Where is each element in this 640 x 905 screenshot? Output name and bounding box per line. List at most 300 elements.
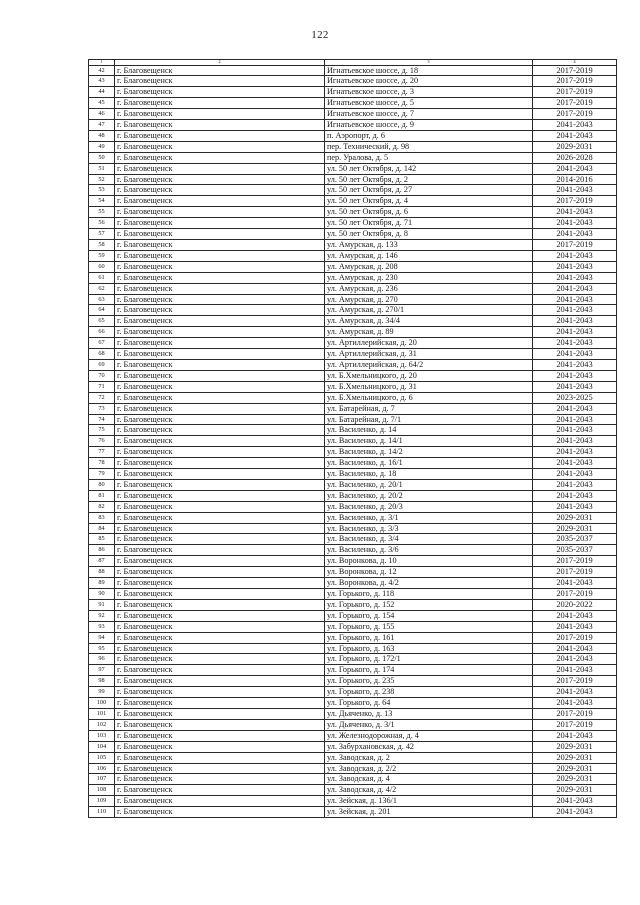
table-row	[89, 763, 617, 774]
row-number-cell: 76	[89, 436, 115, 447]
address-cell: ул. Василенко, д. 14/1	[325, 436, 533, 447]
locality-cell: г. Благовещенск	[115, 65, 325, 76]
address-cell: ул. Артиллерийская, д. 20	[325, 338, 533, 349]
row-number-cell: 55	[89, 207, 115, 218]
address-cell: Игнатьевское шоссе, д. 20	[325, 76, 533, 87]
locality-cell: г. Благовещенск	[115, 687, 325, 698]
table-row	[89, 316, 617, 327]
repair-period-cell: 2035-2037	[533, 534, 617, 545]
table-row	[89, 589, 617, 600]
row-number-cell: 62	[89, 283, 115, 294]
repair-period-cell: 2017-2019	[533, 87, 617, 98]
locality-cell: г. Благовещенск	[115, 272, 325, 283]
locality-cell: г. Благовещенск	[115, 130, 325, 141]
locality-cell: г. Благовещенск	[115, 436, 325, 447]
locality-cell: г. Благовещенск	[115, 807, 325, 818]
table-row	[89, 807, 617, 818]
address-cell: Игнатьевское шоссе, д. 9	[325, 120, 533, 131]
row-number-cell: 44	[89, 87, 115, 98]
row-number-cell: 63	[89, 294, 115, 305]
table-row	[89, 120, 617, 131]
row-number-cell: 89	[89, 578, 115, 589]
address-cell: ул. Воронкова, д. 12	[325, 567, 533, 578]
table-row	[89, 294, 617, 305]
row-number-cell: 73	[89, 403, 115, 414]
row-number-cell: 93	[89, 621, 115, 632]
row-number-cell: 70	[89, 370, 115, 381]
repair-period-cell: 2029-2031	[533, 763, 617, 774]
repair-period-cell: 2017-2019	[533, 719, 617, 730]
row-number-cell: 87	[89, 556, 115, 567]
row-number-cell: 66	[89, 327, 115, 338]
repair-period-cell: 2041-2043	[533, 447, 617, 458]
table-row	[89, 338, 617, 349]
column-number-4: 4	[533, 60, 617, 66]
row-number-cell: 84	[89, 523, 115, 534]
address-cell: ул. Заводская, д. 2/2	[325, 763, 533, 774]
repair-period-cell: 2041-2043	[533, 501, 617, 512]
repair-period-cell: 2041-2043	[533, 229, 617, 240]
row-number-cell: 46	[89, 109, 115, 120]
row-number-cell: 65	[89, 316, 115, 327]
table-row	[89, 708, 617, 719]
row-number-cell: 79	[89, 469, 115, 480]
address-cell: ул. Горького, д. 161	[325, 632, 533, 643]
repair-period-cell: 2041-2043	[533, 687, 617, 698]
table-row	[89, 185, 617, 196]
table-row	[89, 109, 617, 120]
address-cell: ул. 50 лет Октября, д. 4	[325, 196, 533, 207]
table-row	[89, 359, 617, 370]
repair-period-cell: 2041-2043	[533, 185, 617, 196]
row-number-cell: 43	[89, 76, 115, 87]
address-cell: ул. Заводская, д. 4	[325, 774, 533, 785]
repair-period-cell: 2041-2043	[533, 327, 617, 338]
address-cell: ул. Артиллерийская, д. 64/2	[325, 359, 533, 370]
row-number-cell: 60	[89, 261, 115, 272]
table-row	[89, 752, 617, 763]
locality-cell: г. Благовещенск	[115, 763, 325, 774]
page-number: 122	[311, 29, 329, 41]
table-row	[89, 665, 617, 676]
repair-period-cell: 2041-2043	[533, 218, 617, 229]
row-number-cell: 54	[89, 196, 115, 207]
table-row	[89, 272, 617, 283]
repair-period-cell: 2041-2043	[533, 414, 617, 425]
address-cell: ул. Амурская, д. 34/4	[325, 316, 533, 327]
table-row	[89, 414, 617, 425]
row-number-cell: 82	[89, 501, 115, 512]
row-number-cell: 53	[89, 185, 115, 196]
locality-cell: г. Благовещенск	[115, 403, 325, 414]
locality-cell: г. Благовещенск	[115, 163, 325, 174]
table-row	[89, 392, 617, 403]
locality-cell: г. Благовещенск	[115, 774, 325, 785]
locality-cell: г. Благовещенск	[115, 512, 325, 523]
repair-period-cell: 2041-2043	[533, 316, 617, 327]
table-row	[89, 796, 617, 807]
locality-cell: г. Благовещенск	[115, 316, 325, 327]
locality-cell: г. Благовещенск	[115, 261, 325, 272]
locality-cell: г. Благовещенск	[115, 327, 325, 338]
locality-cell: г. Благовещенск	[115, 229, 325, 240]
address-cell: ул. Горького, д. 152	[325, 599, 533, 610]
table-row	[89, 163, 617, 174]
row-number-cell: 106	[89, 763, 115, 774]
locality-cell: г. Благовещенск	[115, 752, 325, 763]
locality-cell: г. Благовещенск	[115, 567, 325, 578]
row-number-cell: 100	[89, 698, 115, 709]
row-number-cell: 83	[89, 512, 115, 523]
repair-period-cell: 2041-2043	[533, 261, 617, 272]
row-number-cell: 86	[89, 545, 115, 556]
table-row	[89, 643, 617, 654]
locality-cell: г. Благовещенск	[115, 370, 325, 381]
row-number-cell: 45	[89, 98, 115, 109]
locality-cell: г. Благовещенск	[115, 698, 325, 709]
locality-cell: г. Благовещенск	[115, 785, 325, 796]
address-cell: ул. Амурская, д. 270/1	[325, 305, 533, 316]
repair-period-cell: 2029-2031	[533, 752, 617, 763]
address-cell: ул. Василенко, д. 3/4	[325, 534, 533, 545]
address-cell: ул. Василенко, д. 14/2	[325, 447, 533, 458]
repair-period-cell: 2041-2043	[533, 370, 617, 381]
table-row	[89, 578, 617, 589]
address-cell: ул. Дьяченко, д. 13	[325, 708, 533, 719]
row-number-cell: 42	[89, 65, 115, 76]
row-number-cell: 94	[89, 632, 115, 643]
row-number-cell: 102	[89, 719, 115, 730]
repair-period-cell: 2041-2043	[533, 425, 617, 436]
address-cell: ул. Б.Хмельницкого, д. 6	[325, 392, 533, 403]
repair-period-cell: 2041-2043	[533, 665, 617, 676]
repair-period-cell: 2041-2043	[533, 120, 617, 131]
repair-period-cell: 2017-2019	[533, 240, 617, 251]
repair-period-cell: 2029-2031	[533, 741, 617, 752]
locality-cell: г. Благовещенск	[115, 632, 325, 643]
row-number-cell: 64	[89, 305, 115, 316]
address-cell: ул. Василенко, д. 20/3	[325, 501, 533, 512]
locality-cell: г. Благовещенск	[115, 98, 325, 109]
repair-period-cell: 2041-2043	[533, 381, 617, 392]
row-number-cell: 88	[89, 567, 115, 578]
table-row	[89, 196, 617, 207]
address-cell: ул. Забурхановская, д. 42	[325, 741, 533, 752]
address-cell: ул. Василенко, д. 3/6	[325, 545, 533, 556]
table-row	[89, 654, 617, 665]
row-number-cell: 47	[89, 120, 115, 131]
repair-period-cell: 2041-2043	[533, 479, 617, 490]
repair-period-cell: 2017-2019	[533, 65, 617, 76]
repair-period-cell: 2017-2019	[533, 632, 617, 643]
table-row	[89, 76, 617, 87]
locality-cell: г. Благовещенск	[115, 250, 325, 261]
row-number-cell: 51	[89, 163, 115, 174]
row-number-cell: 107	[89, 774, 115, 785]
table-row	[89, 545, 617, 556]
repair-period-cell: 2035-2037	[533, 545, 617, 556]
table-row	[89, 599, 617, 610]
repair-period-cell: 2017-2019	[533, 708, 617, 719]
row-number-cell: 105	[89, 752, 115, 763]
row-number-cell: 81	[89, 490, 115, 501]
locality-cell: г. Благовещенск	[115, 719, 325, 730]
repair-period-cell: 2041-2043	[533, 578, 617, 589]
repair-period-cell: 2041-2043	[533, 621, 617, 632]
repair-period-cell: 2029-2031	[533, 774, 617, 785]
table-row	[89, 174, 617, 185]
address-cell: ул. Горького, д. 238	[325, 687, 533, 698]
locality-cell: г. Благовещенск	[115, 152, 325, 163]
repair-period-cell: 2041-2043	[533, 272, 617, 283]
repair-period-cell: 2014-2016	[533, 174, 617, 185]
row-number-cell: 57	[89, 229, 115, 240]
locality-cell: г. Благовещенск	[115, 523, 325, 534]
row-number-cell: 92	[89, 610, 115, 621]
table-row	[89, 447, 617, 458]
repair-period-cell: 2017-2019	[533, 196, 617, 207]
row-number-cell: 108	[89, 785, 115, 796]
column-number-3: 3	[325, 60, 533, 66]
repair-period-cell: 2041-2043	[533, 359, 617, 370]
locality-cell: г. Благовещенск	[115, 556, 325, 567]
row-number-cell: 72	[89, 392, 115, 403]
repair-period-cell: 2041-2043	[533, 698, 617, 709]
repair-period-cell: 2041-2043	[533, 349, 617, 360]
table-row	[89, 469, 617, 480]
address-cell: ул. Воронкова, д. 10	[325, 556, 533, 567]
locality-cell: г. Благовещенск	[115, 381, 325, 392]
repair-period-cell: 2041-2043	[533, 469, 617, 480]
repair-period-cell: 2041-2043	[533, 338, 617, 349]
address-cell: Игнатьевское шоссе, д. 3	[325, 87, 533, 98]
locality-cell: г. Благовещенск	[115, 174, 325, 185]
row-number-cell: 99	[89, 687, 115, 698]
address-cell: ул. Б.Хмельницкого, д. 31	[325, 381, 533, 392]
table-row	[89, 381, 617, 392]
table-row	[89, 698, 617, 709]
address-cell: ул. Василенко, д. 16/1	[325, 458, 533, 469]
address-cell: ул. Б.Хмельницкого, д. 20	[325, 370, 533, 381]
address-cell: ул. Железнодорожная, д. 4	[325, 730, 533, 741]
table-row	[89, 774, 617, 785]
locality-cell: г. Благовещенск	[115, 676, 325, 687]
table-row	[89, 65, 617, 76]
locality-cell: г. Благовещенск	[115, 447, 325, 458]
address-cell: ул. Горького, д. 154	[325, 610, 533, 621]
repair-period-cell: 2041-2043	[533, 490, 617, 501]
address-cell: ул. Василенко, д. 18	[325, 469, 533, 480]
row-number-cell: 68	[89, 349, 115, 360]
table-row	[89, 349, 617, 360]
locality-cell: г. Благовещенск	[115, 87, 325, 98]
table-row	[89, 436, 617, 447]
address-cell: ул. Горького, д. 163	[325, 643, 533, 654]
row-number-cell: 48	[89, 130, 115, 141]
table-row	[89, 261, 617, 272]
row-number-cell: 59	[89, 250, 115, 261]
locality-cell: г. Благовещенск	[115, 610, 325, 621]
repair-period-cell: 2041-2043	[533, 610, 617, 621]
row-number-cell: 71	[89, 381, 115, 392]
row-number-cell: 110	[89, 807, 115, 818]
locality-cell: г. Благовещенск	[115, 479, 325, 490]
table-row	[89, 207, 617, 218]
row-number-cell: 109	[89, 796, 115, 807]
repair-period-cell: 2041-2043	[533, 163, 617, 174]
locality-cell: г. Благовещенск	[115, 207, 325, 218]
address-cell: ул. 50 лет Октября, д. 71	[325, 218, 533, 229]
address-cell: Игнатьевское шоссе, д. 7	[325, 109, 533, 120]
address-cell: ул. Василенко, д. 14	[325, 425, 533, 436]
repair-period-cell: 2041-2043	[533, 403, 617, 414]
locality-cell: г. Благовещенск	[115, 458, 325, 469]
table-row	[89, 534, 617, 545]
row-number-cell: 95	[89, 643, 115, 654]
address-cell: ул. Артиллерийская, д. 31	[325, 349, 533, 360]
table-row	[89, 98, 617, 109]
row-number-cell: 90	[89, 589, 115, 600]
address-cell: ул. Горького, д. 64	[325, 698, 533, 709]
locality-cell: г. Благовещенск	[115, 665, 325, 676]
row-number-cell: 67	[89, 338, 115, 349]
locality-cell: г. Благовещенск	[115, 730, 325, 741]
table-row	[89, 87, 617, 98]
locality-cell: г. Благовещенск	[115, 654, 325, 665]
table-row	[89, 283, 617, 294]
locality-cell: г. Благовещенск	[115, 392, 325, 403]
locality-cell: г. Благовещенск	[115, 185, 325, 196]
table-row	[89, 327, 617, 338]
address-cell: ул. Амурская, д. 208	[325, 261, 533, 272]
address-cell: ул. Батарейная, д. 7/1	[325, 414, 533, 425]
address-cell: ул. Амурская, д. 133	[325, 240, 533, 251]
table-row	[89, 403, 617, 414]
repair-period-cell: 2041-2043	[533, 130, 617, 141]
address-cell: пер. Уралова, д. 5	[325, 152, 533, 163]
repair-period-cell: 2017-2019	[533, 556, 617, 567]
address-cell: ул. Амурская, д. 89	[325, 327, 533, 338]
locality-cell: г. Благовещенск	[115, 796, 325, 807]
address-cell: ул. Горького, д. 174	[325, 665, 533, 676]
table-row	[89, 741, 617, 752]
repair-period-cell: 2029-2031	[533, 512, 617, 523]
repair-period-cell: 2041-2043	[533, 207, 617, 218]
locality-cell: г. Благовещенск	[115, 141, 325, 152]
repair-period-cell: 2029-2031	[533, 523, 617, 534]
column-number-2: 2	[115, 60, 325, 66]
row-number-cell: 69	[89, 359, 115, 370]
locality-cell: г. Благовещенск	[115, 196, 325, 207]
table-row	[89, 567, 617, 578]
repair-period-cell: 2017-2019	[533, 676, 617, 687]
locality-cell: г. Благовещенск	[115, 425, 325, 436]
table-row	[89, 730, 617, 741]
table-row	[89, 370, 617, 381]
table-row	[89, 305, 617, 316]
row-number-cell: 52	[89, 174, 115, 185]
repair-period-cell: 2041-2043	[533, 643, 617, 654]
table-row	[89, 556, 617, 567]
repair-period-cell: 2017-2019	[533, 589, 617, 600]
table-row	[89, 632, 617, 643]
address-cell: ул. 50 лет Октября, д. 2	[325, 174, 533, 185]
repair-period-cell: 2020-2022	[533, 599, 617, 610]
address-cell: ул. Горького, д. 118	[325, 589, 533, 600]
table-row	[89, 676, 617, 687]
row-number-cell: 49	[89, 141, 115, 152]
repair-period-cell: 2017-2019	[533, 76, 617, 87]
locality-cell: г. Благовещенск	[115, 120, 325, 131]
repair-period-cell: 2041-2043	[533, 436, 617, 447]
locality-cell: г. Благовещенск	[115, 708, 325, 719]
address-cell: ул. Горького, д. 235	[325, 676, 533, 687]
table-row	[89, 512, 617, 523]
repair-period-cell: 2023-2025	[533, 392, 617, 403]
locality-cell: г. Благовещенск	[115, 414, 325, 425]
row-number-cell: 75	[89, 425, 115, 436]
address-cell: ул. 50 лет Октября, д. 8	[325, 229, 533, 240]
address-cell: ул. Василенко, д. 3/3	[325, 523, 533, 534]
address-cell: ул. Василенко, д. 3/1	[325, 512, 533, 523]
address-cell: ул. Амурская, д. 236	[325, 283, 533, 294]
table-row	[89, 229, 617, 240]
locality-cell: г. Благовещенск	[115, 218, 325, 229]
address-cell: ул. Амурская, д. 270	[325, 294, 533, 305]
locality-cell: г. Благовещенск	[115, 305, 325, 316]
locality-cell: г. Благовещенск	[115, 545, 325, 556]
row-number-cell: 80	[89, 479, 115, 490]
locality-cell: г. Благовещенск	[115, 109, 325, 120]
repair-period-cell: 2041-2043	[533, 305, 617, 316]
address-cell: ул. Василенко, д. 20/1	[325, 479, 533, 490]
address-cell: ул. Батарейная, д. 7	[325, 403, 533, 414]
row-number-cell: 56	[89, 218, 115, 229]
locality-cell: г. Благовещенск	[115, 643, 325, 654]
row-number-cell: 91	[89, 599, 115, 610]
address-cell: ул. Амурская, д. 146	[325, 250, 533, 261]
address-cell: п. Аэропорт, д. 6	[325, 130, 533, 141]
table-row	[89, 501, 617, 512]
address-cell: ул. Заводская, д. 4/2	[325, 785, 533, 796]
table-row	[89, 523, 617, 534]
table-row	[89, 621, 617, 632]
locality-cell: г. Благовещенск	[115, 621, 325, 632]
locality-cell: г. Благовещенск	[115, 349, 325, 360]
table-row	[89, 687, 617, 698]
table-row	[89, 425, 617, 436]
table-row	[89, 152, 617, 163]
table-row	[89, 490, 617, 501]
table-row	[89, 218, 617, 229]
table-row	[89, 250, 617, 261]
table-row	[89, 141, 617, 152]
address-cell: Игнатьевское шоссе, д. 5	[325, 98, 533, 109]
locality-cell: г. Благовещенск	[115, 294, 325, 305]
row-number-cell: 97	[89, 665, 115, 676]
address-cell: ул. Амурская, д. 230	[325, 272, 533, 283]
repair-period-cell: 2041-2043	[533, 730, 617, 741]
repair-period-cell: 2041-2043	[533, 458, 617, 469]
row-number-cell: 58	[89, 240, 115, 251]
locality-cell: г. Благовещенск	[115, 283, 325, 294]
address-cell: ул. Горького, д. 155	[325, 621, 533, 632]
locality-cell: г. Благовещенск	[115, 338, 325, 349]
locality-cell: г. Благовещенск	[115, 490, 325, 501]
locality-cell: г. Благовещенск	[115, 589, 325, 600]
table-row	[89, 240, 617, 251]
repair-period-cell: 2017-2019	[533, 567, 617, 578]
